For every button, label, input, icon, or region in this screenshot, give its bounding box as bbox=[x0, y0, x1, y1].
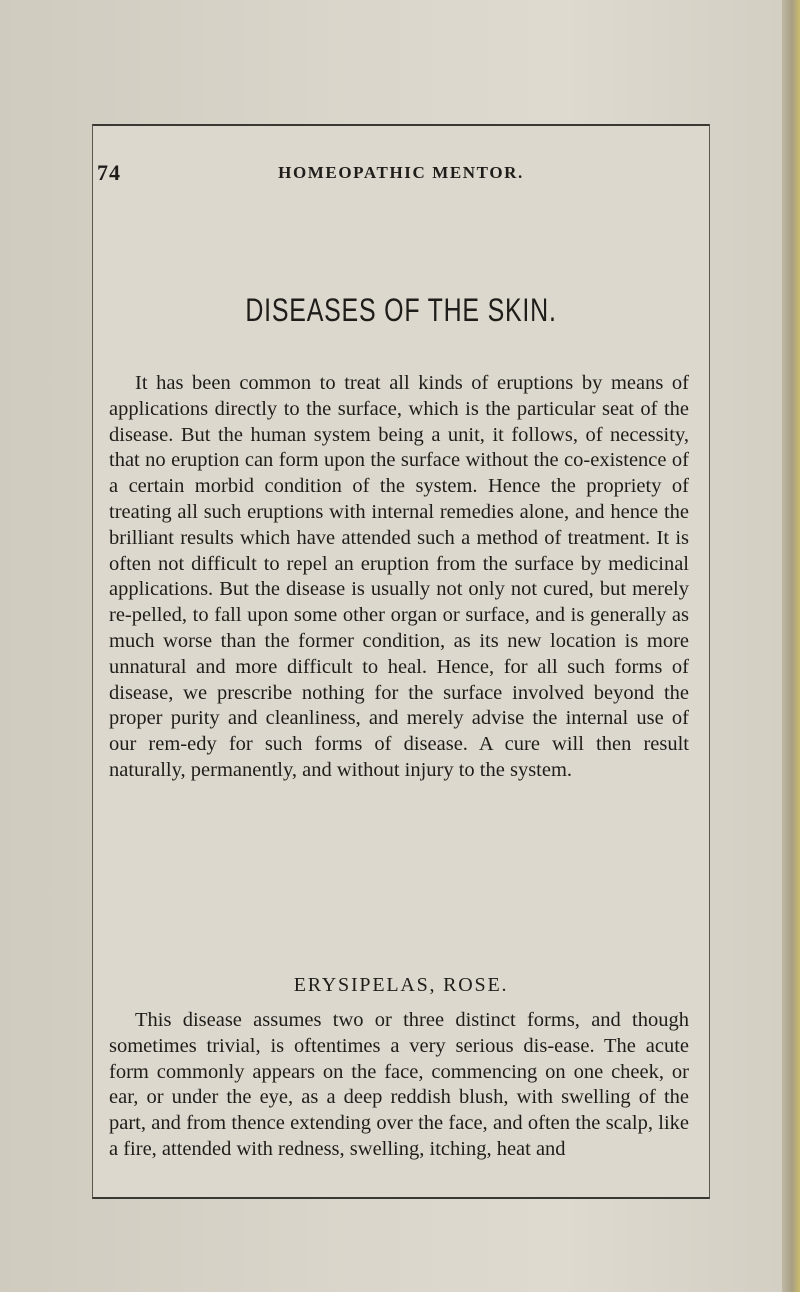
running-title: HOMEOPATHIC MENTOR. bbox=[278, 163, 524, 182]
section-heading: ERYSIPELAS, ROSE. bbox=[293, 974, 509, 996]
chapter-title: DISEASES OF THE SKIN. bbox=[245, 292, 557, 328]
page-number: 74 bbox=[97, 160, 121, 185]
running-head bbox=[93, 160, 709, 184]
paragraph-intro: It has been common to treat all kinds of eruptions by means of applications directly to the surface, which is the particular seat of the disease. But the human system being a unit, it follows, of necessity, that no eruption can form upon the surface without the co-existence of a certain morbid condition of the system. Hence the propriety of treating all such eruptions with internal remedies alone, and hence the brilliant results which have attended such a method of treatment. It is often not difficult to repel an eruption from the surface by medicinal applications. But the disease is usually not only not cured, but merely re-pelled, to fall upon some other organ or surface, and is generally as much worse than the former condition, as its new location is more unnatural and more difficult to heal. Hence, for all such forms of disease, we prescribe nothing for the surface involved beyond the proper purity and cleanliness, and merely advise the internal use of our rem-edy for such forms of disease. A cure will then result naturally, permanently, and without injury to the system. bbox=[109, 372, 689, 781]
paragraph-erysipelas: This disease assumes two or three distinct forms, and though sometimes trivial, is oftentimes a very serious dis-ease. The acute form commonly appears on the face, commencing on one cheek, or ear, or under the eye, as a deep reddish blush, with swelling of the part, and from thence extending over the face, and often the scalp, like a fire, attended with redness, swelling, itching, heat and bbox=[109, 1009, 689, 1160]
book-page bbox=[92, 124, 710, 1199]
book-edge bbox=[782, 0, 800, 1292]
